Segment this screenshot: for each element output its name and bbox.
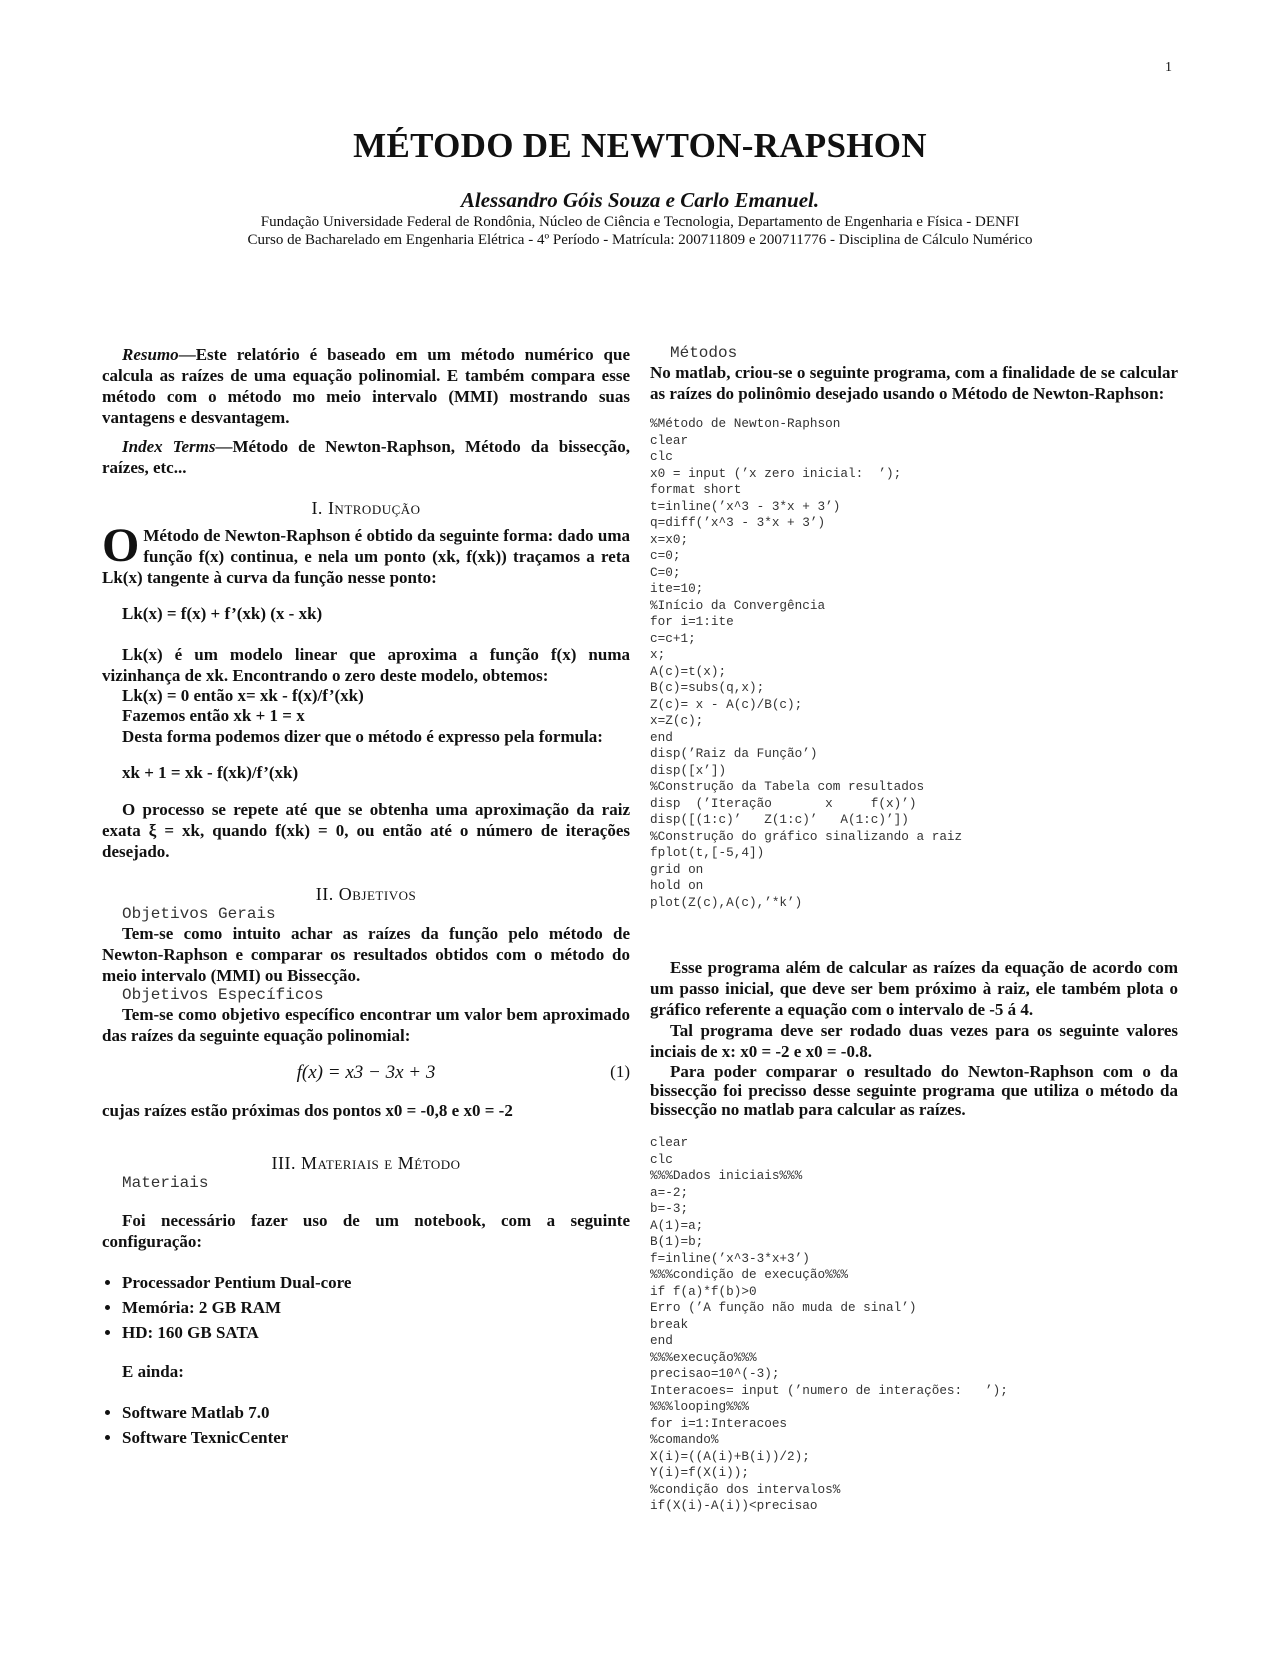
section-title: Materiais e Método xyxy=(300,1153,461,1173)
affiliation-line-2: Curso de Bacharelado em Engenharia Elétrica - 4º Período - Matrícula: 200711809 e 200711776 - Disciplina de Cálculo Numérico xyxy=(247,232,1033,248)
equation-tangent-line: Lk(x) = f(x) + f’(xk) (x - xk) xyxy=(122,604,323,623)
section-number: I. xyxy=(311,498,323,518)
equation-1-formula: f(x) = x3 − 3x + 3 xyxy=(296,1062,436,1083)
list-item: • Software TexnicCenter xyxy=(122,1425,630,1450)
bisection-code: clear clc %%%Dados iniciais%%% a=-2; b=-3; A(1)=a; B(1)=b; f=inline(’x^3-3*x+3’) %%%condição de execução%%% if f(a)*f(b)>0 Erro (’A função não muda de sinal’) break end %%%execução%%% precisao=10^(-3); Interacoes= input (’numero de interações: ’); %%%looping%%% for i=1:Interacoes %comando% X(i)=((A(i)+B(i))/2); Y(i)=f(X(i)); %condição dos intervalos% if(X(i)-A(i))<precisao xyxy=(650,1135,1008,1513)
equation-newton-iteration: xk + 1 = xk - f(xk)/f’(xk) xyxy=(122,763,299,782)
subsection-metodos: Métodos xyxy=(670,344,738,362)
page-number: 1 xyxy=(1165,60,1172,75)
section-heading-introduction xyxy=(102,498,630,519)
list-item: • Processador Pentium Dual-core xyxy=(122,1270,630,1295)
section-title: Introdução xyxy=(327,498,421,518)
section-heading-objetivos xyxy=(102,884,630,905)
abstract xyxy=(102,344,630,428)
e-ainda-paragraph: E ainda: xyxy=(122,1362,184,1381)
software-list xyxy=(102,1400,630,1450)
section-heading-materiais xyxy=(102,1153,630,1174)
bisection-intro-paragraph: Para poder comparar o resultado do Newton-Raphson com o da bissecção foi precisso desse seguinte programa que utiliza o método da bissecção no matlab para calcular as raízes. xyxy=(650,1062,1178,1119)
initial-values-paragraph: Tal programa deve ser rodado duas vezes para os seguinte valores inciais de x: x0 = -2 e x0 = -0.8. xyxy=(650,1021,1178,1061)
dropcap: O xyxy=(102,519,140,572)
section-title: Objetivos xyxy=(338,884,417,904)
materiais-paragraph: Foi necessário fazer uso de um notebook, com a seguinte configuração: xyxy=(102,1211,630,1251)
list-item: • Memória: 2 GB RAM xyxy=(122,1295,630,1320)
index-terms xyxy=(102,436,630,478)
objetivos-especificos-paragraph: Tem-se como objetivo específico encontrar um valor bem aproximado das raízes da seguinte equação polinomial: xyxy=(102,1005,630,1045)
process-paragraph: O processo se repete até que se obtenha uma aproximação da raiz exata ξ = xk, quando f(xk) = 0, ou então até o número de iterações desejado. xyxy=(102,800,630,861)
hardware-list xyxy=(102,1270,630,1345)
section-number: II. xyxy=(315,884,334,904)
abstract-label: Resumo xyxy=(122,345,179,364)
subsection-objetivos-especificos: Objetivos Específicos xyxy=(122,986,324,1004)
intro-paragraph xyxy=(102,519,630,588)
newton-raphson-code: %Método de Newton-Raphson clear clc x0 = input (’x zero inicial: ’); format short t=inline(’x^3 - 3*x + 3’) q=diff(’x^3 - 3*x + 3’) x=x0; c=0; C=0; ite=10; %Início da Convergência for i=1:ite c=c+1; x; A(c)=t(x); B(c)=subs(q,x); Z(c)= x - A(c)/B(c); x=Z(c); end disp(’Raiz da Função’) disp([x’]) %Construção da Tabela com resultados disp (’Iteração x f(x)’) disp([(1:c)’ Z(1:c)’ A(1:c)’]) %Construção do gráfico sinalizando a raiz fplot(t,[-5,4]) grid on hold on plot(Z(c),A(c),’*k’) xyxy=(650,416,963,910)
abstract-text: —Este relatório é baseado em um método numérico que calcula as raízes de uma equação polinomial. E também compara esse método com o método mo meio intervalo (MMI) mostrando suas vantagens e desvantagem. xyxy=(102,345,630,427)
formula-paragraph: Desta forma podemos dizer que o método é expresso pela formula: xyxy=(122,727,603,746)
roots-paragraph: cujas raízes estão próximas dos pontos x0 = -0,8 e x0 = -2 xyxy=(102,1101,513,1120)
list-item: • Software Matlab 7.0 xyxy=(122,1400,630,1425)
subsection-objetivos-gerais: Objetivos Gerais xyxy=(122,905,276,923)
authors: Alessandro Góis Souza e Carlo Emanuel. xyxy=(460,188,820,212)
paper-title: MÉTODO DE NEWTON-RAPSHON xyxy=(353,126,927,165)
objetivos-gerais-paragraph: Tem-se como intuito achar as raízes da função pelo método de Newton-Raphson e comparar os resultados obtidos com o método do meio intervalo (MMI) ou Bissecção. xyxy=(102,924,630,985)
subsection-materiais: Materiais xyxy=(122,1174,209,1192)
section-number: III. xyxy=(271,1153,296,1173)
index-terms-label: Index Terms xyxy=(122,437,216,456)
equation-number: (1) xyxy=(610,1062,630,1081)
linear-model-paragraph: Lk(x) é um modelo linear que aproxima a função f(x) numa vizinhança de xk. Encontrando o zero deste modelo, obtemos: xyxy=(102,645,630,685)
left-column xyxy=(102,344,630,1450)
list-item: • HD: 160 GB SATA xyxy=(122,1320,630,1345)
equation-1 xyxy=(102,1062,630,1088)
index-terms-text: —Método de Newton-Raphson, Método da bissecção, raízes, etc... xyxy=(102,437,630,477)
affiliation-line-1: Fundação Universidade Federal de Rondônia, Núcleo de Ciência e Tecnologia, Departamento de Engenharia e Física - DENFI xyxy=(260,214,1020,230)
equation-zero: Lk(x) = 0 então x= xk - f(x)/f’(xk) xyxy=(122,686,364,705)
program-description-paragraph: Esse programa além de calcular as raízes da equação de acordo com um passo inicial, que deve ser bem próximo à raiz, ele também plota o gráfico referente a equação com o intervalo de -5 á 4. xyxy=(650,958,1178,1019)
intro-text: Método de Newton-Raphson é obtido da seguinte forma: dado uma função f(x) continua, e nela um ponto (xk, f(xk)) traçamos a reta Lk(x) tangente à curva da função nesse ponto: xyxy=(102,526,630,587)
metodos-paragraph: No matlab, criou-se o seguinte programa, com a finalidade de se calcular as raízes do polinômio desejado usando o Método de Newton-Raphson: xyxy=(650,363,1178,403)
equation-next: Fazemos então xk + 1 = x xyxy=(122,706,305,725)
right-column xyxy=(650,344,1178,1515)
